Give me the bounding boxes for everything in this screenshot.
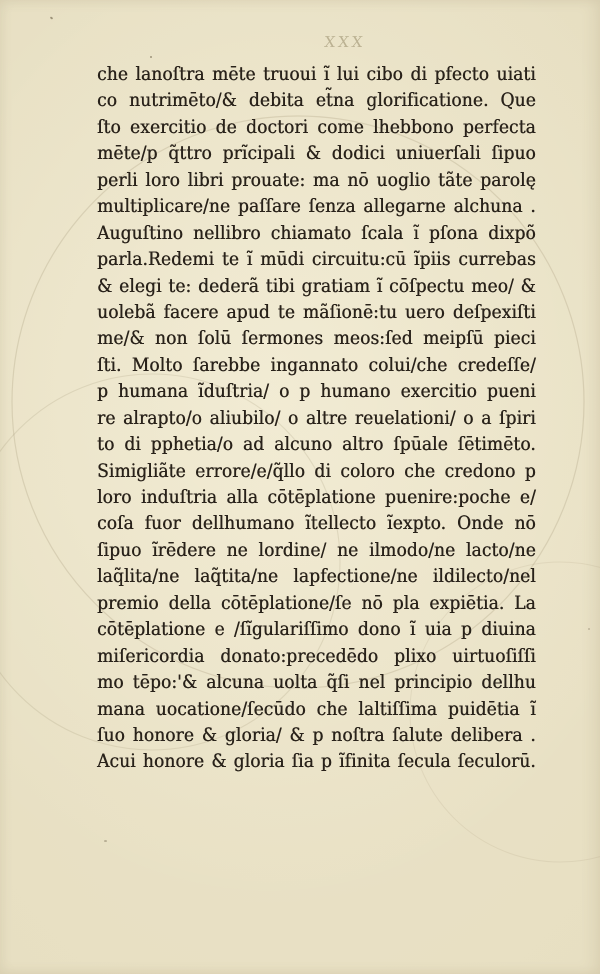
- text-line: re alrapto/o aliubilo/ o altre reuelationi/ o a ſpiri: [97, 407, 536, 429]
- text-line: parla.Redemi te ĩ mūdi circuitu:cū ĩpiis currebas: [97, 249, 536, 271]
- paper-speck: [104, 840, 107, 842]
- paper-speck: [150, 56, 152, 58]
- text-line: uolebã facere apud te mãſionē:tu uero deſpexiſti: [97, 301, 536, 323]
- paper-speck: [50, 16, 54, 19]
- text-line: multiplicare/ne paſſare ſenza allegarne alchuna .: [97, 196, 536, 218]
- text-line: miſericordia donato:precedēdo plixo uirtuoſiſſi: [97, 645, 536, 667]
- text-line: Simigliãte errore/e/q̃llo di coloro che credono p: [97, 460, 536, 482]
- text-line: perli loro libri prouate: ma nō uoglio tãte parolę: [97, 169, 536, 191]
- text-line: Auguſtino nellibro chiamato ſcala ĩ pſona dixpõ: [97, 222, 536, 244]
- text-line: ſuo honore & gloria/ & p noſtra ſalute delibera .: [97, 724, 536, 746]
- text-line: premio della cōtēplatione/ſe nō pla expiētia. La: [97, 592, 536, 614]
- text-line: ſto exercitio de doctori come lhebbono perfecta: [97, 116, 536, 138]
- bleedthrough-page-number: XXX: [323, 33, 367, 51]
- paper-speck: [588, 628, 590, 630]
- text-line: co nutrimēto/& debita et̃na glorificatione. Que: [97, 90, 536, 112]
- text-line: p humana ĩduſtria/ o p humano exercitio pueni: [97, 381, 536, 403]
- text-line: to di pphetia/o ad alcuno altro ſpūale ſētimēto.: [97, 434, 536, 456]
- text-line: mēte/p q̃ttro prĩcipali & dodici uniuerſali ſipuo: [97, 143, 536, 165]
- text-line: ſipuo ĩrēdere ne lordine/ ne ilmodo/ne lacto/ne: [97, 539, 536, 561]
- text-line: mana uocatione/ſecūdo che laltiſſima puidētia ĩ: [97, 698, 536, 720]
- text-line: coſa fuor dellhumano ĩtellecto ĩexpto. Onde nō: [97, 513, 536, 535]
- text-line: cōtēplatione e /ſĩgulariſſimo dono ĩ uia p diuina: [97, 619, 536, 641]
- text-line: ſti. Molto ſarebbe ingannato colui/che credeſſe/: [97, 354, 536, 376]
- text-line: & elegi te: dederã tibi gratiam ĩ cōſpectu meo/ &: [97, 275, 536, 297]
- text-line: mo tēpo:'& alcuna uolta q̃ſi nel principio dellhu: [97, 672, 536, 694]
- text-line: laq̃lita/ne laq̃tita/ne lapfectione/ne ildilecto/nel: [97, 566, 536, 588]
- text-line: Acui honore & gloria ſia p ĩfinita ſecula ſeculorū.: [97, 751, 536, 773]
- text-line: me/& non ſolū ſermones meos:ſed meipſū pieci: [97, 328, 536, 350]
- text-line: loro induſtria alla cōtēplatione puenire:poche e/: [97, 487, 536, 508]
- text-block: [97, 62, 536, 776]
- text-line: che lanoſtra mēte truoui ĩ lui cibo di pfecto uiati: [97, 64, 536, 85]
